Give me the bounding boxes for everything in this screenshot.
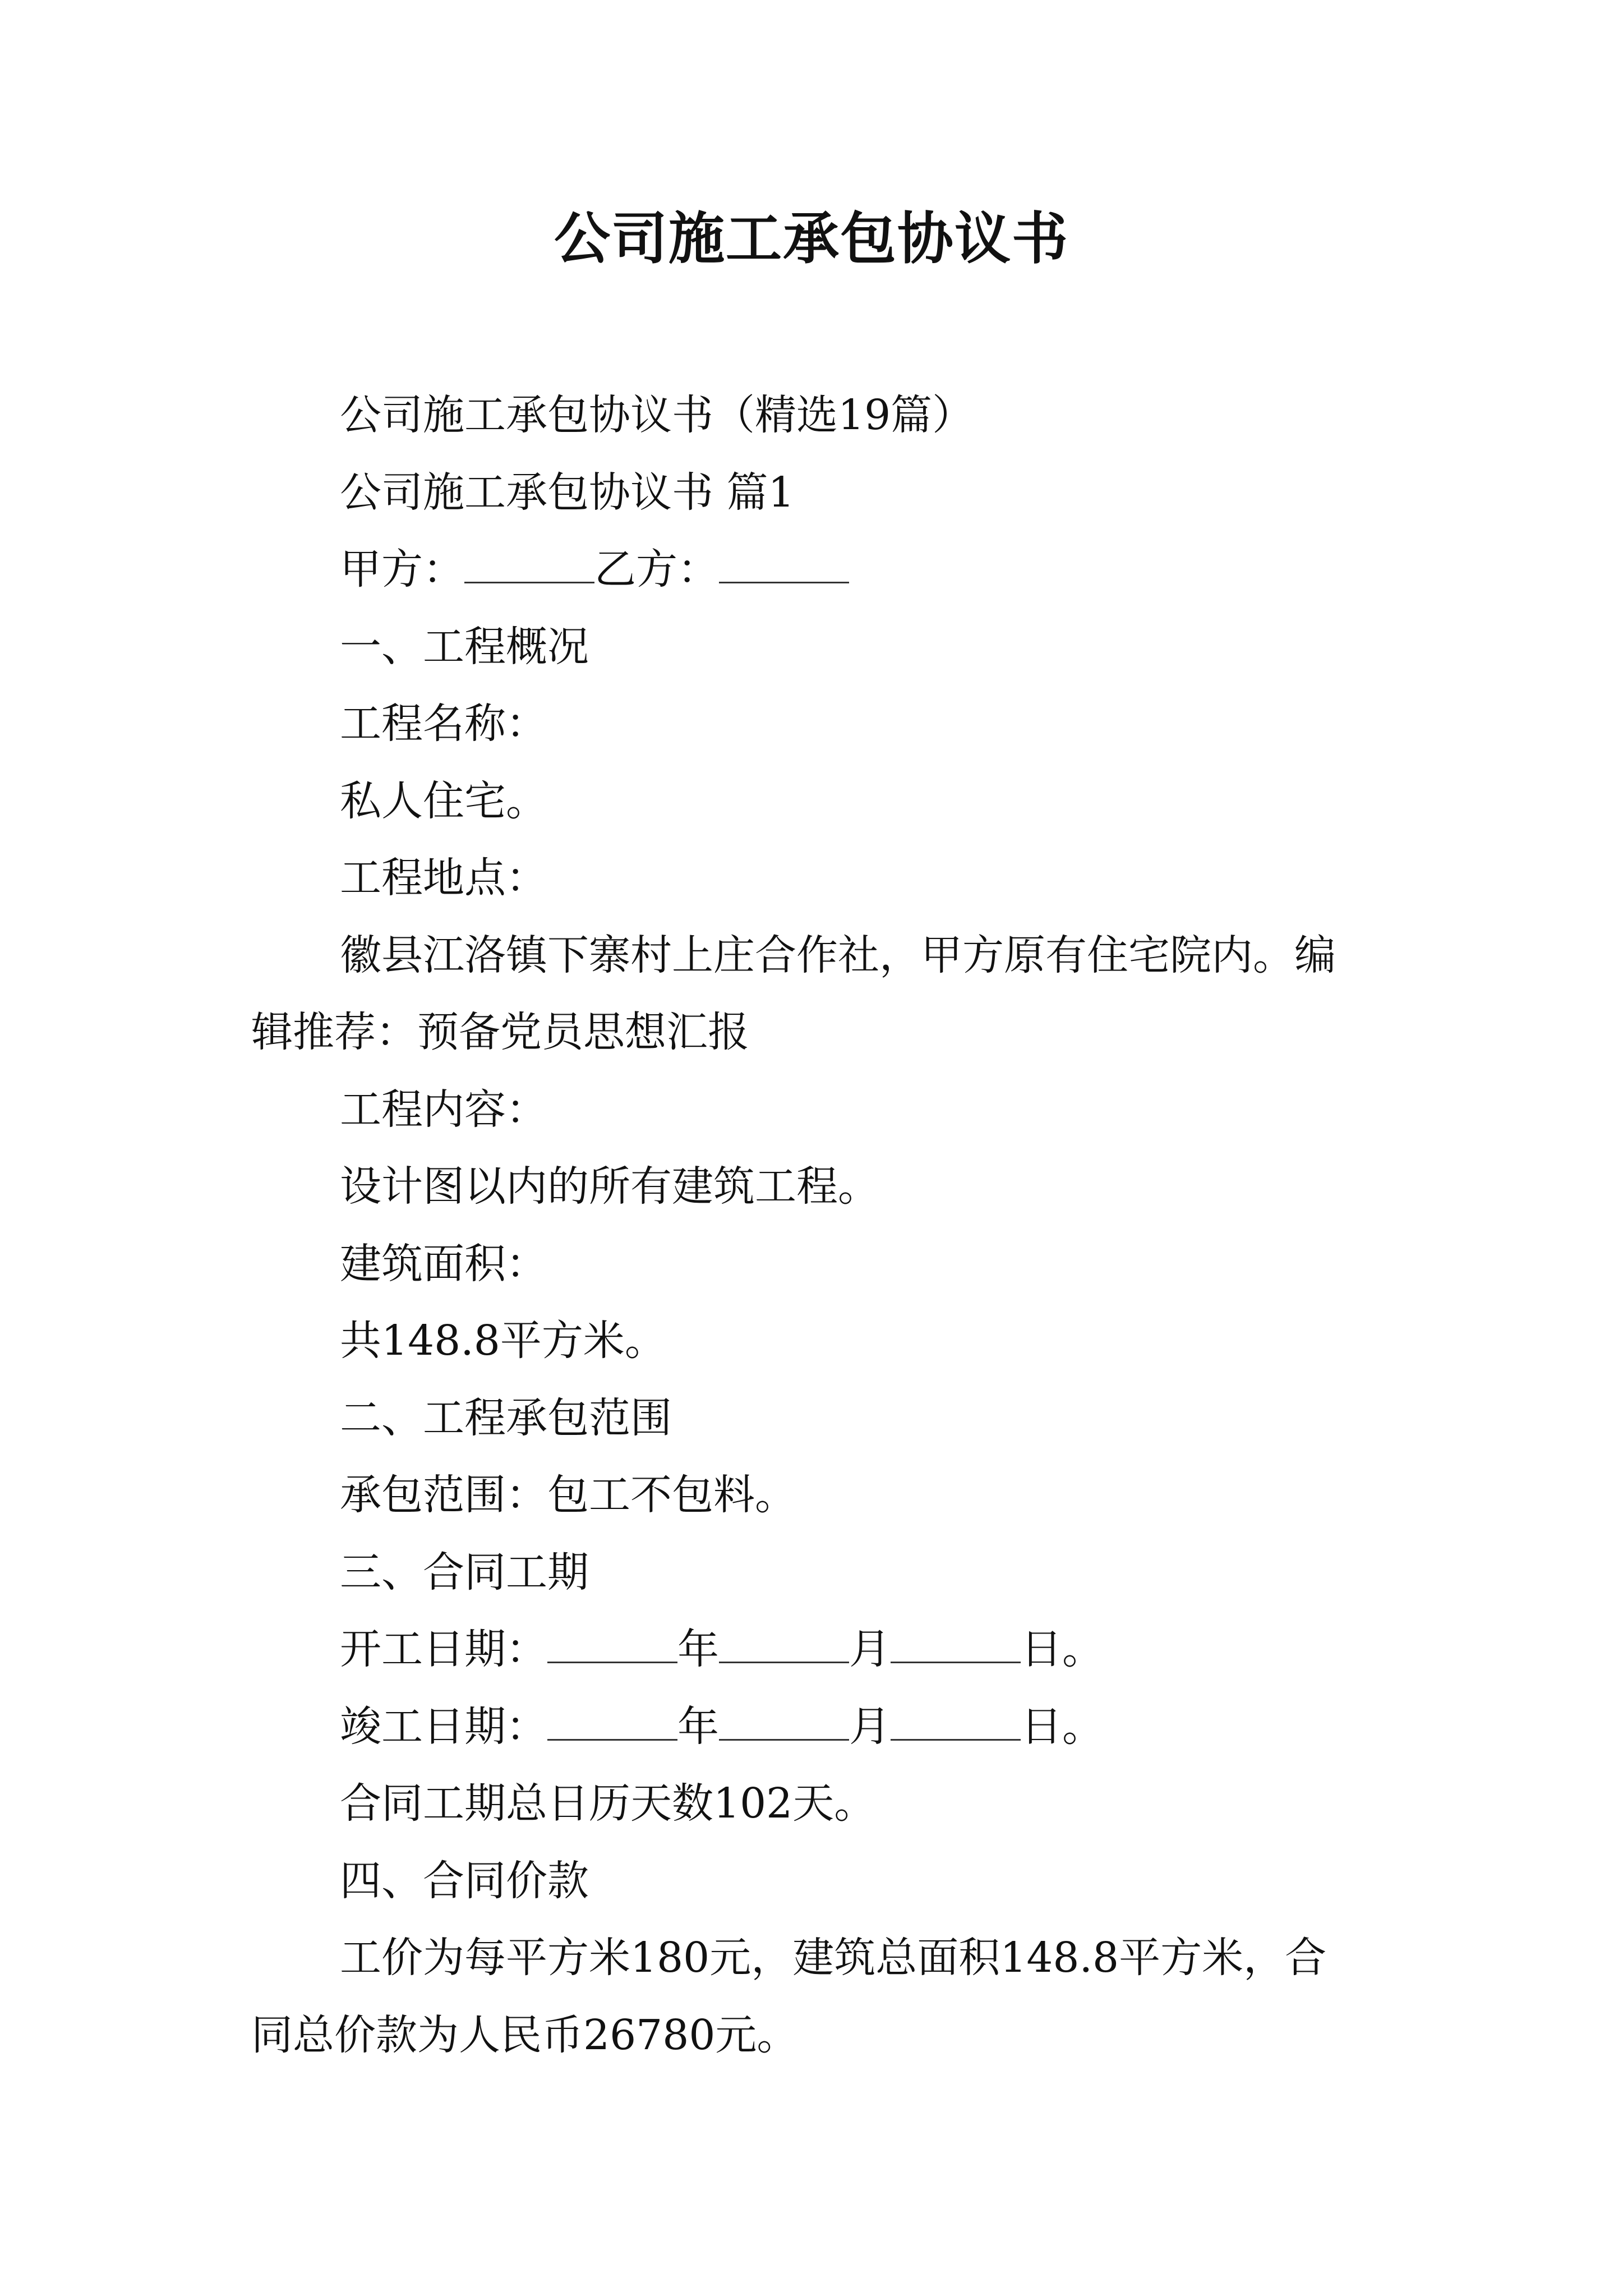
price-line1: 工价为每平方米180元，建筑总面积148.8平方米，合 (340, 1934, 1327, 1982)
scope-text: 承包范围：包工不包料。 (340, 1471, 796, 1519)
completion-year-blank (547, 1704, 677, 1741)
completion-month-label: 月 (849, 1702, 891, 1751)
completion-day-label: 日。 (1021, 1702, 1104, 1751)
project-location-label: 工程地点： (340, 854, 547, 902)
parties-line (251, 531, 1395, 609)
section1-heading: 一、工程概况 (340, 622, 589, 671)
total-days-text: 合同工期总日历天数102天。 (340, 1779, 876, 1828)
project-name-label: 工程名称： (340, 700, 547, 748)
section4-heading: 四、合同价款 (340, 1856, 589, 1905)
start-year-blank (547, 1627, 677, 1663)
completion-year-label: 年 (677, 1702, 719, 1751)
start-day-label: 日。 (1021, 1625, 1104, 1673)
completion-month-blank (719, 1704, 849, 1741)
start-month-label: 月 (849, 1625, 891, 1673)
start-date-line (251, 1611, 1395, 1688)
completion-date-label: 竣工日期： (340, 1702, 547, 1751)
project-location-line1: 徽县江洛镇下寨村上庄合作社，甲方原有住宅院内。编 (340, 931, 1336, 979)
start-month-blank (719, 1627, 849, 1663)
project-name-value: 私人住宅。 (340, 776, 547, 825)
party-a-label: 甲方： (340, 545, 464, 593)
project-location-line2: 辑推荐：预备党员思想汇报 (251, 1008, 749, 1056)
article-heading: 公司施工承包协议书 篇1 (340, 468, 795, 517)
start-day-blank (891, 1627, 1021, 1663)
building-area-value: 共148.8平方米。 (340, 1317, 666, 1365)
project-content-value: 设计图以内的所有建筑工程。 (340, 1162, 879, 1211)
document-body (251, 377, 1395, 2074)
completion-date-line (251, 1688, 1395, 1766)
project-content-label: 工程内容： (340, 1085, 547, 1134)
completion-day-blank (891, 1704, 1021, 1741)
price-line2: 同总价款为人民币26780元。 (251, 2010, 799, 2059)
building-area-label: 建筑面积： (340, 1239, 547, 1288)
party-a-blank (464, 547, 594, 583)
section3-heading: 三、合同工期 (340, 1548, 589, 1596)
party-b-blank (719, 547, 849, 583)
start-year-label: 年 (677, 1625, 719, 1673)
party-b-label: 乙方： (594, 545, 719, 593)
document-title: 公司施工承包协议书 (554, 205, 1069, 272)
start-date-label: 开工日期： (340, 1625, 547, 1673)
section2-heading: 二、工程承包范围 (340, 1393, 672, 1442)
subtitle: 公司施工承包协议书（精选19篇） (340, 391, 974, 439)
